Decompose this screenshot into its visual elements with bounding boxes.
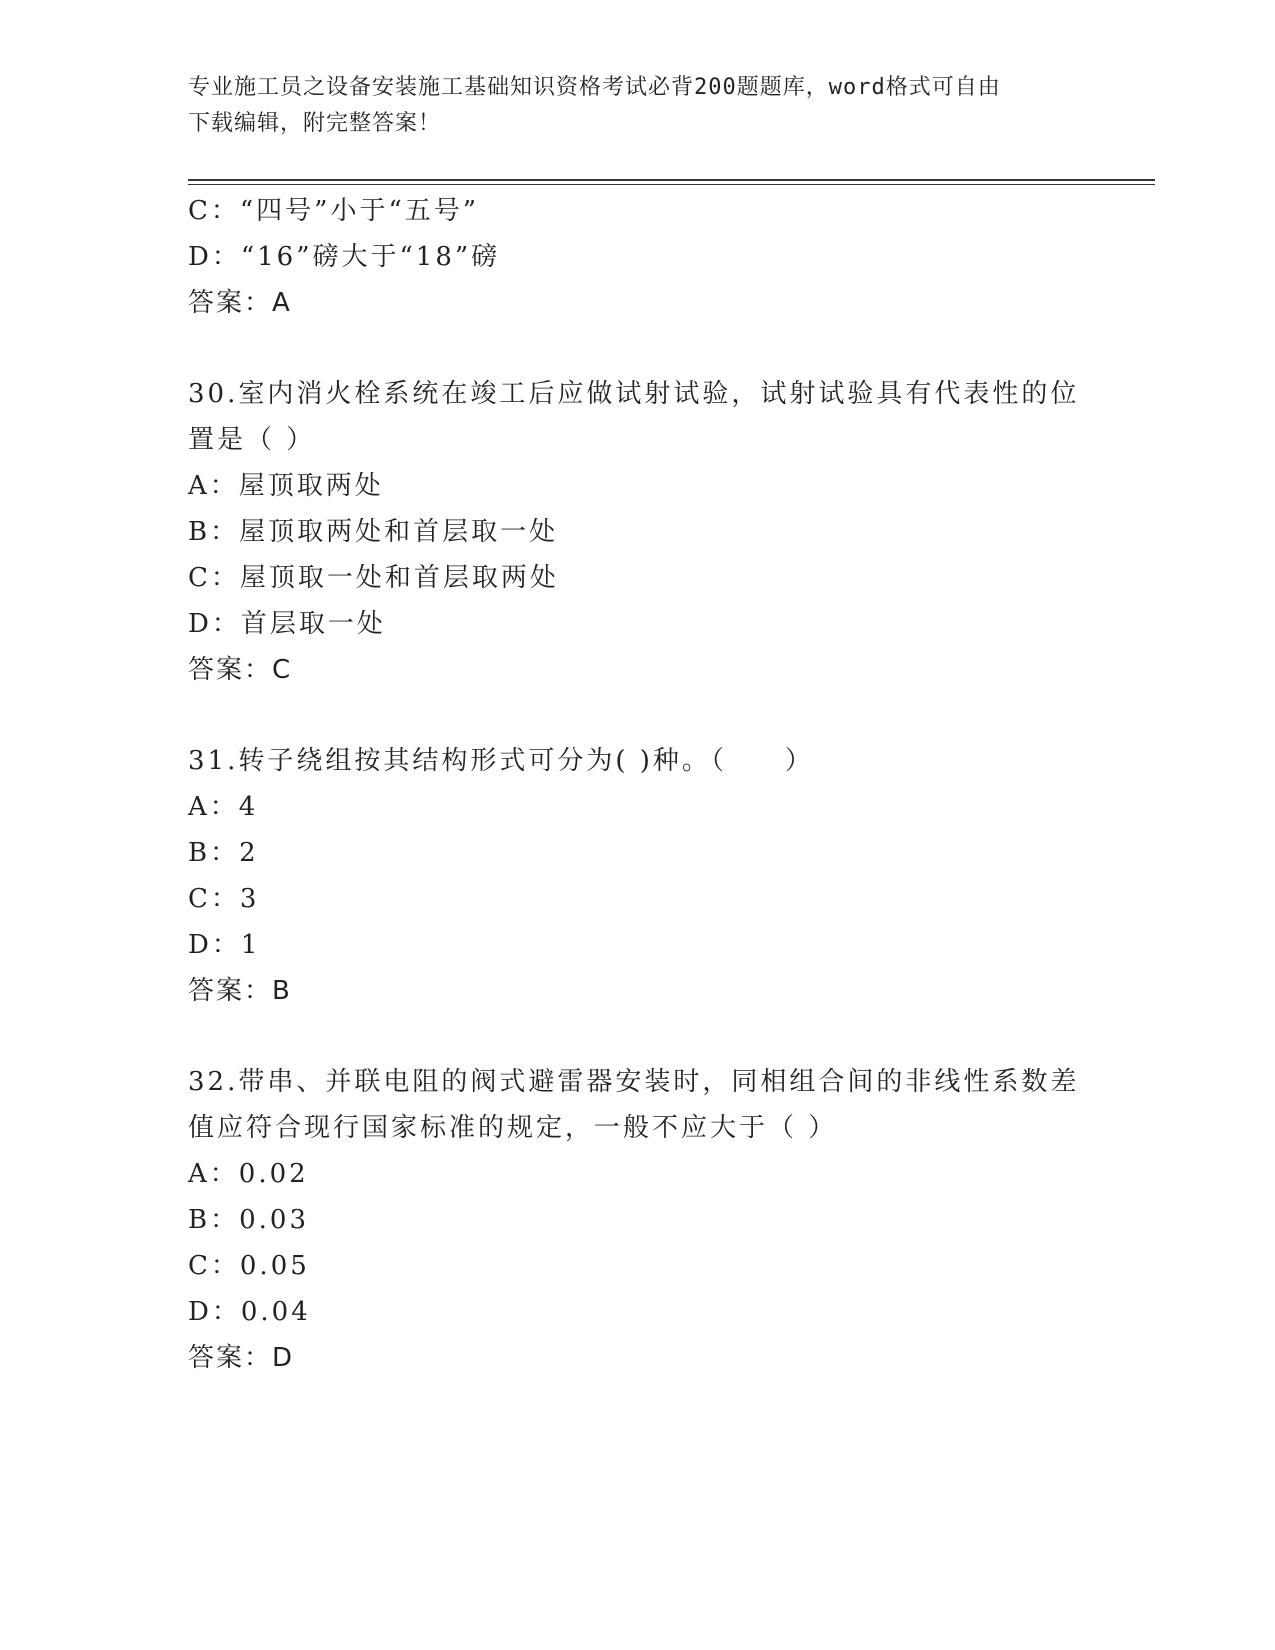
option-c: C：3 — [188, 884, 260, 914]
answer-label: 答案：B — [188, 976, 292, 1006]
question-text-line-2: 值应符合现行国家标准的规定，一般不应大于（ ） — [188, 1113, 838, 1143]
spacer — [188, 326, 1148, 371]
question-list — [188, 188, 1148, 1381]
header-divider-thick — [188, 179, 1155, 181]
question-text-line-1: 32.带串、并联电阻的阀式避雷器安装时，同相组合间的非线性系数差 — [188, 1067, 1080, 1097]
question-32 — [188, 1059, 1148, 1381]
option-a: A：4 — [188, 792, 259, 822]
question-text — [188, 1059, 1088, 1151]
option-d: D：1 — [188, 930, 261, 960]
option-b: B：2 — [188, 838, 259, 868]
option-d: D：“16”磅大于“18”磅 — [188, 242, 501, 272]
header-title-line-2: 下载编辑，附完整答案！ — [188, 111, 442, 136]
option-b: B：屋顶取两处和首层取一处 — [188, 517, 559, 547]
option-c: C：屋顶取一处和首层取两处 — [188, 563, 559, 593]
option-d: D：首层取一处 — [188, 609, 386, 639]
document-header — [188, 70, 1068, 142]
option-a: A：屋顶取两处 — [188, 471, 384, 501]
question-30 — [188, 371, 1148, 693]
answer-label: 答案：A — [188, 288, 292, 318]
answer-label: 答案：D — [188, 1343, 295, 1373]
option-c: C：“四号”小于“五号” — [188, 196, 480, 226]
option-a: A：0.02 — [188, 1159, 309, 1189]
question-text-line-1: 30.室内消火栓系统在竣工后应做试射试验，试射试验具有代表性的位 — [188, 379, 1080, 409]
header-divider-thin — [188, 184, 1155, 185]
header-title-line-1: 专业施工员之设备安装施工基础知识资格考试必背200题题库，word格式可自由 — [188, 75, 1001, 100]
question-31 — [188, 738, 1148, 1014]
option-b: B：0.03 — [188, 1205, 309, 1235]
option-c: C：0.05 — [188, 1251, 310, 1281]
question-29-tail — [188, 188, 1148, 326]
option-d: D：0.04 — [188, 1297, 311, 1327]
question-text: 31.转子绕组按其结构形式可分为( )种。（ ） — [188, 746, 814, 776]
question-text — [188, 371, 1088, 463]
spacer — [188, 693, 1148, 738]
answer-label: 答案：C — [188, 655, 293, 685]
spacer — [188, 1014, 1148, 1059]
question-text-line-2: 置是（ ） — [188, 425, 316, 455]
